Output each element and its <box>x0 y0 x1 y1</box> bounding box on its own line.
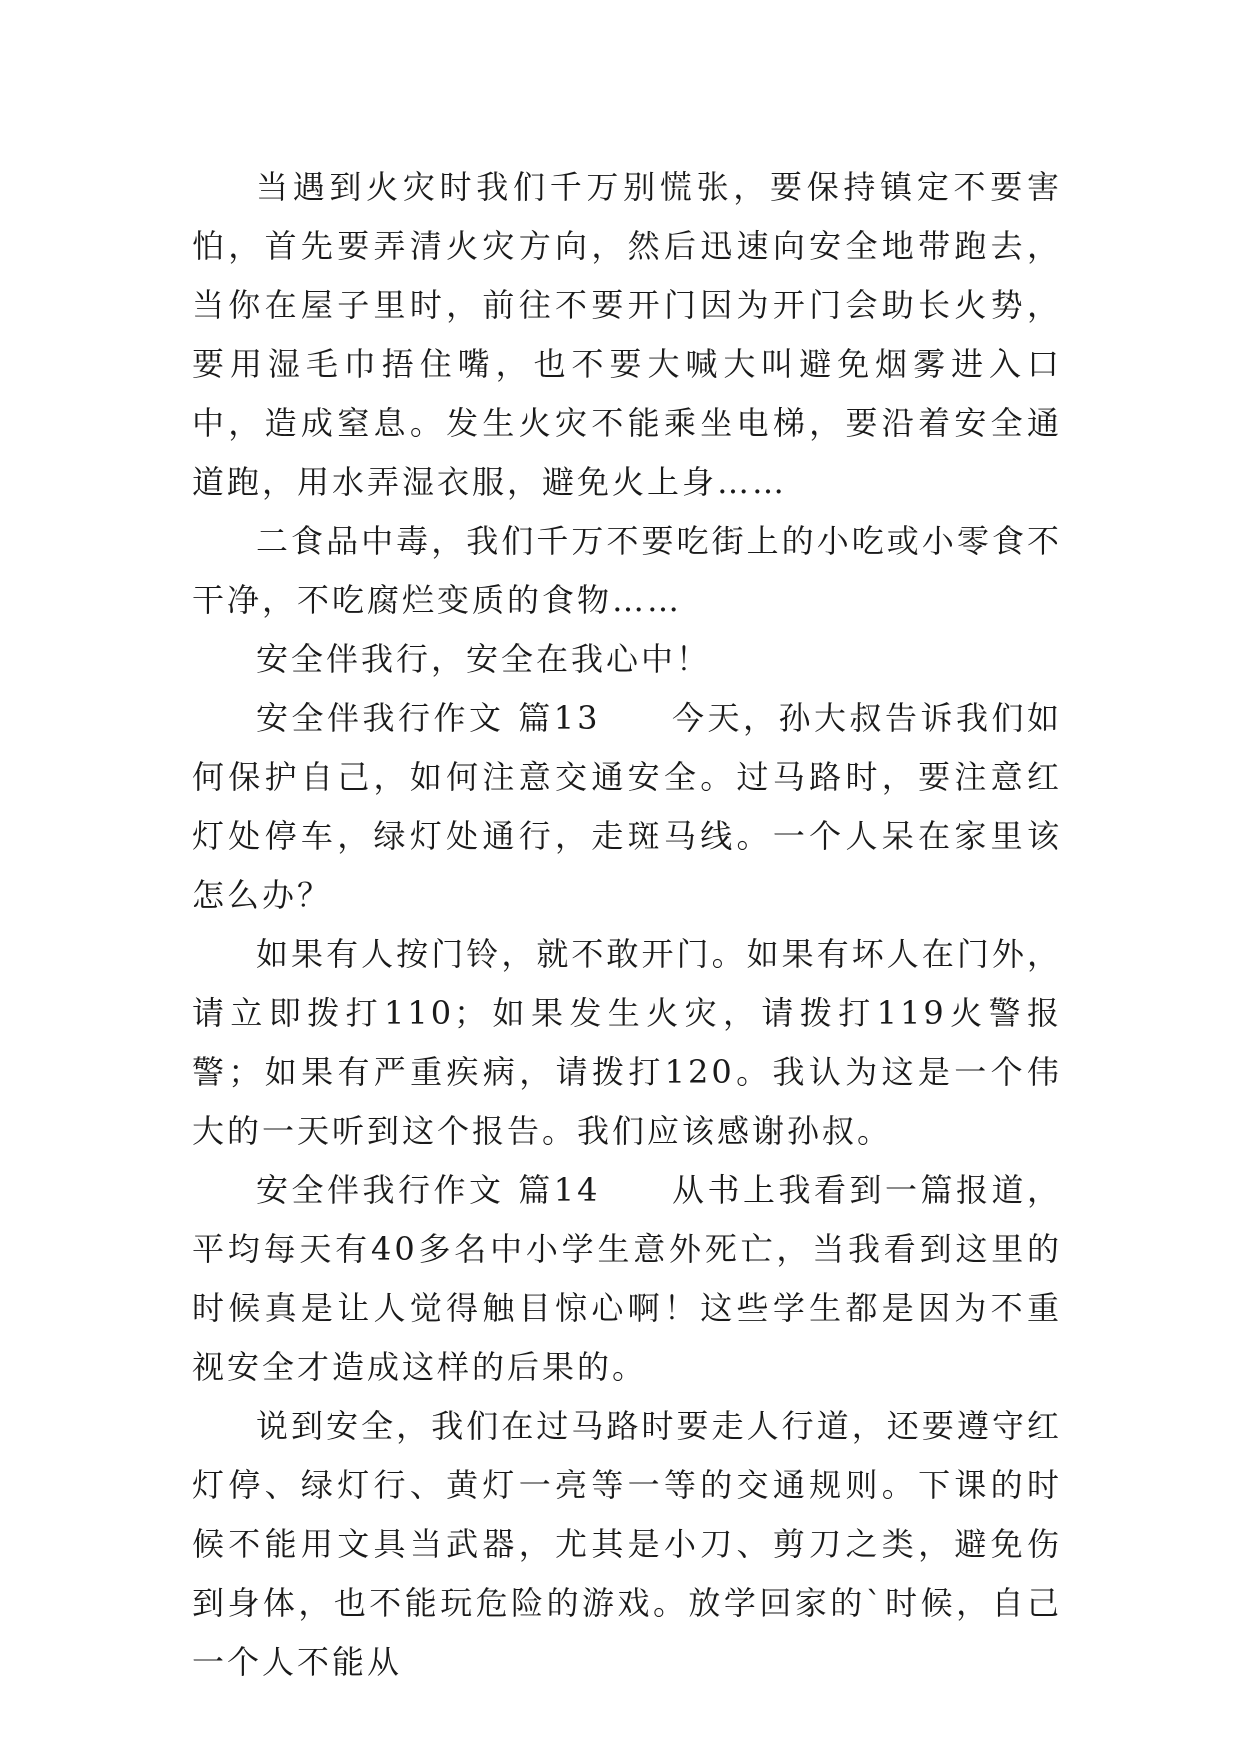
paragraph-essay-13-emergency-numbers: 如果有人按门铃，就不敢开门。如果有坏人在门外，请立即拨打110；如果发生火灾，请拨打119火警报警；如果有严重疾病，请拨打120。我认为这是一个伟大的一天听到这个报告。我们应该感谢孙叔。 <box>192 935 1062 1150</box>
paragraph-essay-14-intro: 安全伴我行作文 篇14 从书上我看到一篇报道，平均每天有40多名中小学生意外死亡，当我看到这里的时候真是让人觉得触目惊心啊！这些学生都是因为不重视安全才造成这样的后果的。 <box>192 1171 1062 1386</box>
paragraph-essay-13-intro: 安全伴我行作文 篇13 今天，孙大叔告诉我们如何保护自己，如何注意交通安全。过马路时，要注意红灯处停车，绿灯处通行，走斑马线。一个人呆在家里该怎么办？ <box>192 699 1062 914</box>
paragraph-essay-14-traffic-rules: 说到安全，我们在过马路时要走人行道，还要遵守红灯停、绿灯行、黄灯一亮等一等的交通规则。下课的时候不能用文具当武器，尤其是小刀、剪刀之类，避免伤到身体，也不能玩危险的游戏。放学回家的`时候，自己一个人不能从 <box>192 1407 1062 1681</box>
document-body <box>192 158 1062 1692</box>
paragraph-closing-slogan: 安全伴我行，安全在我心中！ <box>256 640 712 678</box>
paragraph-fire-safety: 当遇到火灾时我们千万别慌张，要保持镇定不要害怕，首先要弄清火灾方向，然后迅速向安全地带跑去，当你在屋子里时，前往不要开门因为开门会助长火势，要用湿毛巾捂住嘴，也不要大喊大叫避免烟雾进入口中，造成窒息。发生火灾不能乘坐电梯，要沿着安全通道跑，用水弄湿衣服，避免火上身…… <box>192 168 1062 501</box>
paragraph-food-poisoning: 二食品中毒，我们千万不要吃街上的小吃或小零食不干净，不吃腐烂变质的食物…… <box>192 522 1062 619</box>
